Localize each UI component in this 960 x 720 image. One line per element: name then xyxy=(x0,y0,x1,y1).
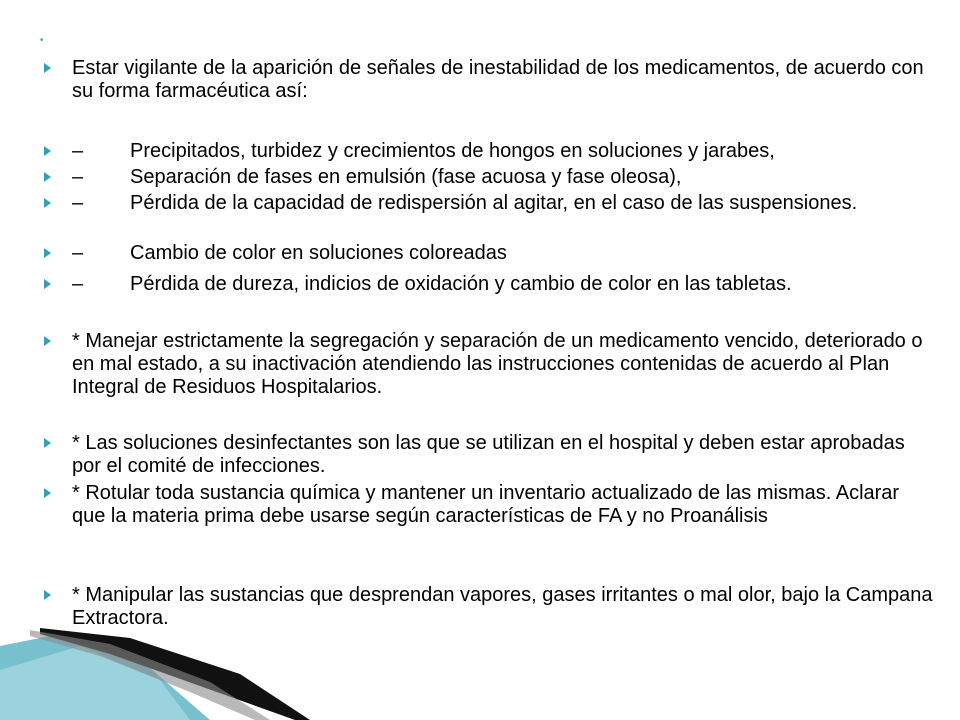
bullet-dash: – xyxy=(72,242,84,264)
arrow-bullet-icon xyxy=(44,172,51,182)
arrow-bullet-icon xyxy=(44,438,51,448)
bullet-item xyxy=(44,166,934,189)
bullet-text: Separación de fases en emulsión (fase acuosa y fase oleosa), xyxy=(130,166,682,188)
bullet-text: * Manipular las sustancias que desprendan vapores, gases irritantes o mal olor, bajo la Campana Extractora. xyxy=(72,584,933,629)
arrow-bullet-icon xyxy=(44,63,51,73)
bullet-item xyxy=(44,330,934,399)
bullet-text: Pérdida de dureza, indicios de oxidación y cambio de color en las tabletas. xyxy=(130,273,792,295)
arrow-bullet-icon xyxy=(44,146,51,156)
arrow-bullet-icon xyxy=(44,248,51,258)
bullet-item xyxy=(44,482,934,528)
bullet-text: * Rotular toda sustancia química y mantener un inventario actualizado de las mismas. Aclarar que la materia prima debe usarse según características de FA y no Proanálisis xyxy=(72,482,900,527)
bullet-text: Pérdida de la capacidad de redispersión al agitar, en el caso de las suspensiones. xyxy=(130,192,858,214)
bullet-dash: – xyxy=(72,166,84,188)
footer-swoosh-decoration xyxy=(0,610,960,720)
bullet-item xyxy=(44,57,934,103)
bullet-text: * Manejar estrictamente la segregación y separación de un medicamento vencido, deteriorado o en mal estado, a su inactivación atendiendo las instrucciones contenidas de acuerdo al Plan Integral de Residuos Hospitalarios. xyxy=(72,330,923,398)
arrow-bullet-icon xyxy=(44,590,51,600)
arrow-bullet-icon xyxy=(44,198,51,208)
bullet-text: Estar vigilante de la aparición de señales de inestabilidad de los medicamentos, de acuerdo con su forma farmacéutica así: xyxy=(72,57,924,102)
bullet-item xyxy=(44,432,934,478)
bullet-dash: – xyxy=(72,192,84,214)
top-marker: • xyxy=(40,35,44,46)
bullet-item xyxy=(44,192,934,215)
bullet-text: Precipitados, turbidez y crecimientos de hongos en soluciones y jarabes, xyxy=(130,140,775,162)
bullet-item xyxy=(44,273,934,296)
bullet-item xyxy=(44,140,934,163)
bullet-text: * Las soluciones desinfectantes son las que se utilizan en el hospital y deben estar aprobadas por el comité de infecciones. xyxy=(72,432,905,477)
arrow-bullet-icon xyxy=(44,279,51,289)
bullet-item xyxy=(44,242,934,265)
bullet-text: Cambio de color en soluciones coloreadas xyxy=(130,242,507,264)
bullet-dash: – xyxy=(72,273,84,295)
arrow-bullet-icon xyxy=(44,488,51,498)
arrow-bullet-icon xyxy=(44,336,51,346)
bullet-dash: – xyxy=(72,140,84,162)
